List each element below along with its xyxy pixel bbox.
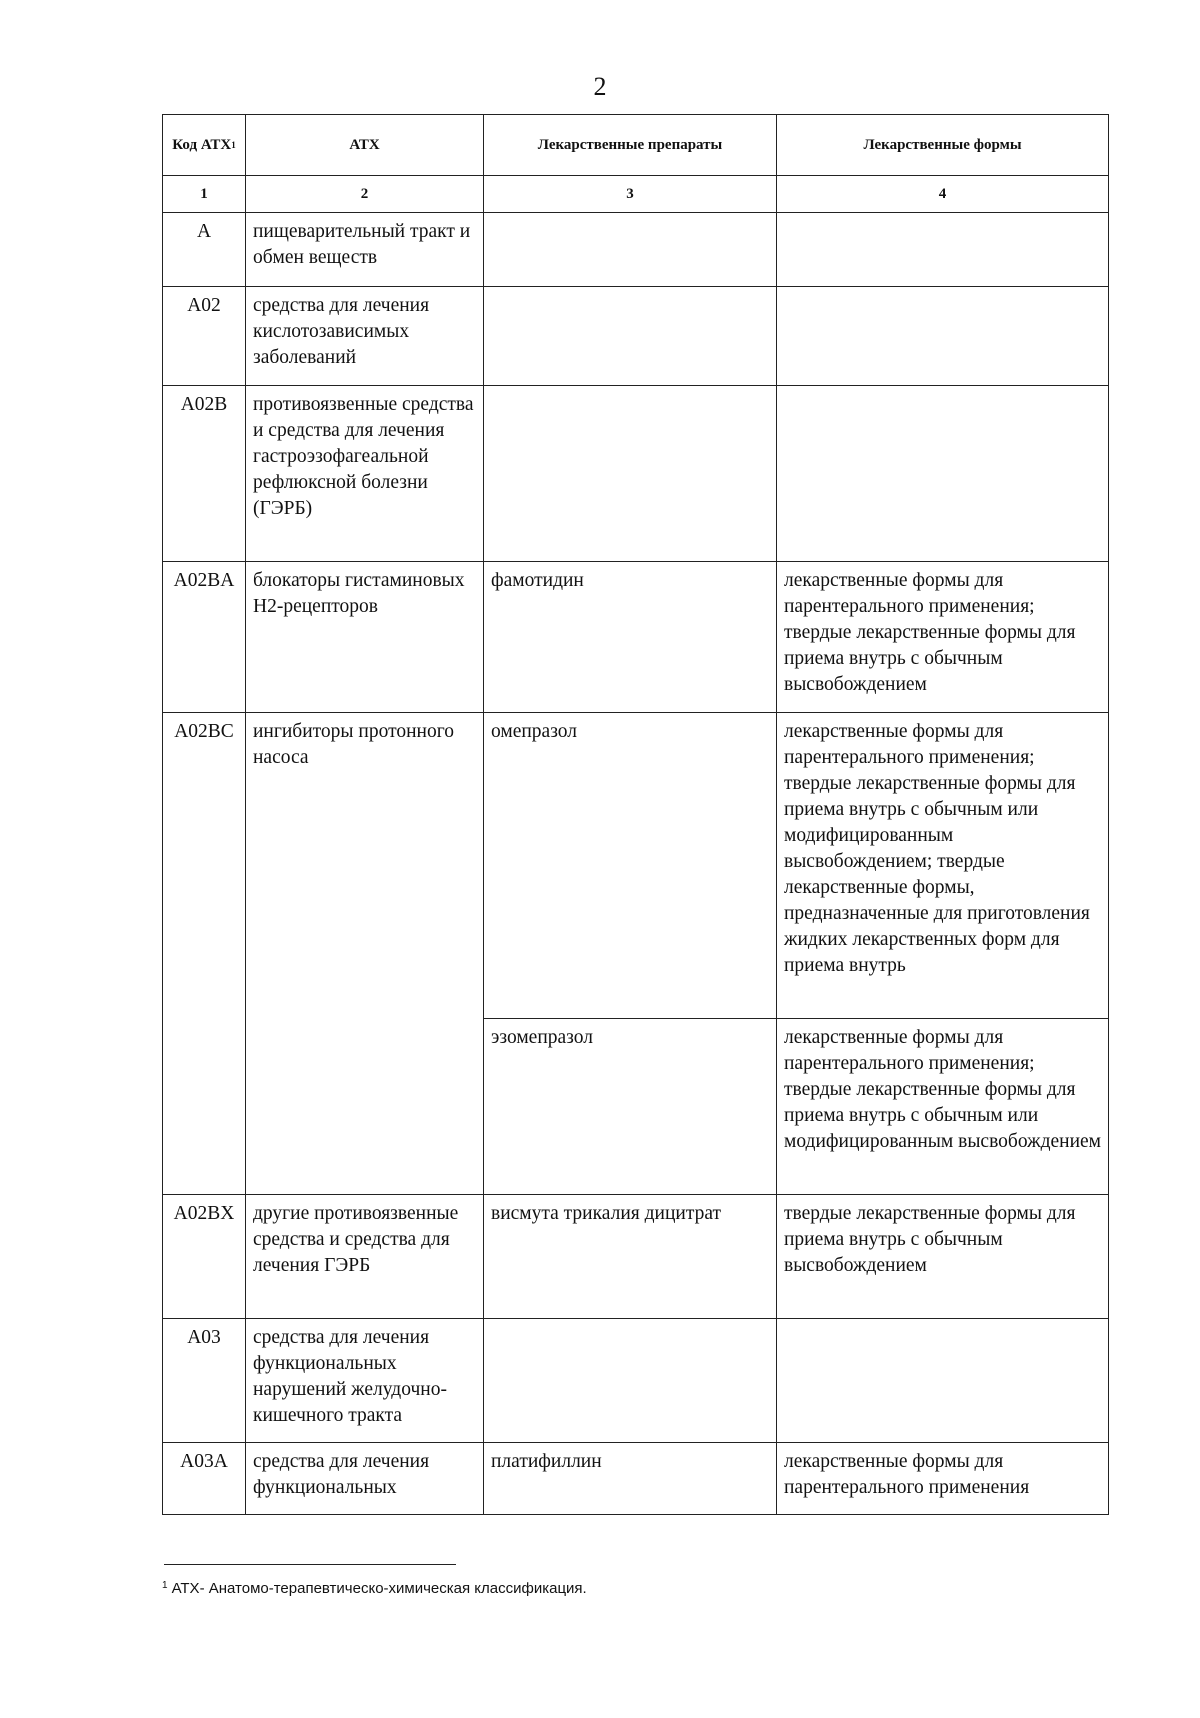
table-row [163,1195,1109,1319]
header-code-footnote-mark: 1 [231,140,236,150]
forms-cell [777,213,1109,287]
atc-name-cell: средства для лечения функциональных [246,1443,484,1515]
header-atc: АТХ [246,115,484,176]
atc-code-cell: A02BA [163,562,246,713]
atc-code-cell: A02B [163,386,246,562]
forms-cell: твердые лекарственные формы для приема внутрь с обычным высвобождением [777,1195,1109,1319]
atc-name-cell: ингибиторы протонного насоса [246,713,484,1195]
atc-name-cell: пищеварительный тракт и обмен веществ [246,213,484,287]
table-row [163,213,1109,287]
forms-cell [777,386,1109,562]
drug-cell: омепразол [484,713,777,1019]
table-header-row [163,115,1109,176]
column-number: 1 [163,176,246,213]
table-row [163,562,1109,713]
table-row [163,713,1109,1019]
page-number: 2 [593,72,607,101]
forms-cell [777,287,1109,386]
table-row [163,287,1109,386]
header-forms: Лекарственные формы [777,115,1109,176]
atc-name-cell: средства для лечения кислотозависимых заболеваний [246,287,484,386]
atc-code-cell: A02 [163,287,246,386]
drug-cell: фамотидин [484,562,777,713]
drug-cell: висмута трикалия дицитрат [484,1195,777,1319]
atc-code-cell: А [163,213,246,287]
atc-code-cell: A02BC [163,713,246,1195]
atc-code-cell: A02BX [163,1195,246,1319]
forms-cell: лекарственные формы для парентерального применения; твердые лекарственные формы для приема внутрь с обычным высвобождением [777,562,1109,713]
forms-cell [777,1319,1109,1443]
footnote [162,1580,587,1597]
table-row [163,1443,1109,1515]
atc-name-cell: другие противоязвенные средства и средства для лечения ГЭРБ [246,1195,484,1319]
atc-name-cell: блокаторы гистаминовых Н2-рецепторов [246,562,484,713]
atc-table [162,114,1109,1515]
forms-cell: лекарственные формы для парентерального применения; твердые лекарственные формы для приема внутрь с обычным или модифицированным высвобождением; твердые лекарственные формы, предназначенные для приготовления жидких лекарственных форм для приема внутрь [777,713,1109,1019]
atc-code-cell: A03 [163,1319,246,1443]
drug-cell [484,213,777,287]
atc-name-cell: противоязвенные средства и средства для лечения гастроэзофагеальной рефлюксной болезни (ГЭРБ) [246,386,484,562]
forms-cell: лекарственные формы для парентерального применения [777,1443,1109,1515]
atc-name-cell: средства для лечения функциональных нарушений желудочно-кишечного тракта [246,1319,484,1443]
drug-cell: платифиллин [484,1443,777,1515]
forms-cell: лекарственные формы для парентерального применения; твердые лекарственные формы для приема внутрь с обычным или модифицированным высвобождением [777,1019,1109,1195]
drug-cell: эзомепразол [484,1019,777,1195]
atc-code-cell: A03A [163,1443,246,1515]
footnote-divider [164,1564,456,1565]
drug-cell [484,386,777,562]
column-number: 3 [484,176,777,213]
column-number: 4 [777,176,1109,213]
table-row [163,386,1109,562]
table-row [163,1319,1109,1443]
header-drugs: Лекарственные препараты [484,115,777,176]
column-number: 2 [246,176,484,213]
table-column-number-row [163,176,1109,213]
footnote-text: АТХ- Анатомо-терапевтическо-химическая классификация. [171,1580,587,1597]
header-code: Код АТХ$^1$ [163,115,246,176]
drug-cell [484,1319,777,1443]
drug-cell [484,287,777,386]
footnote-mark: 1 [162,1580,168,1591]
